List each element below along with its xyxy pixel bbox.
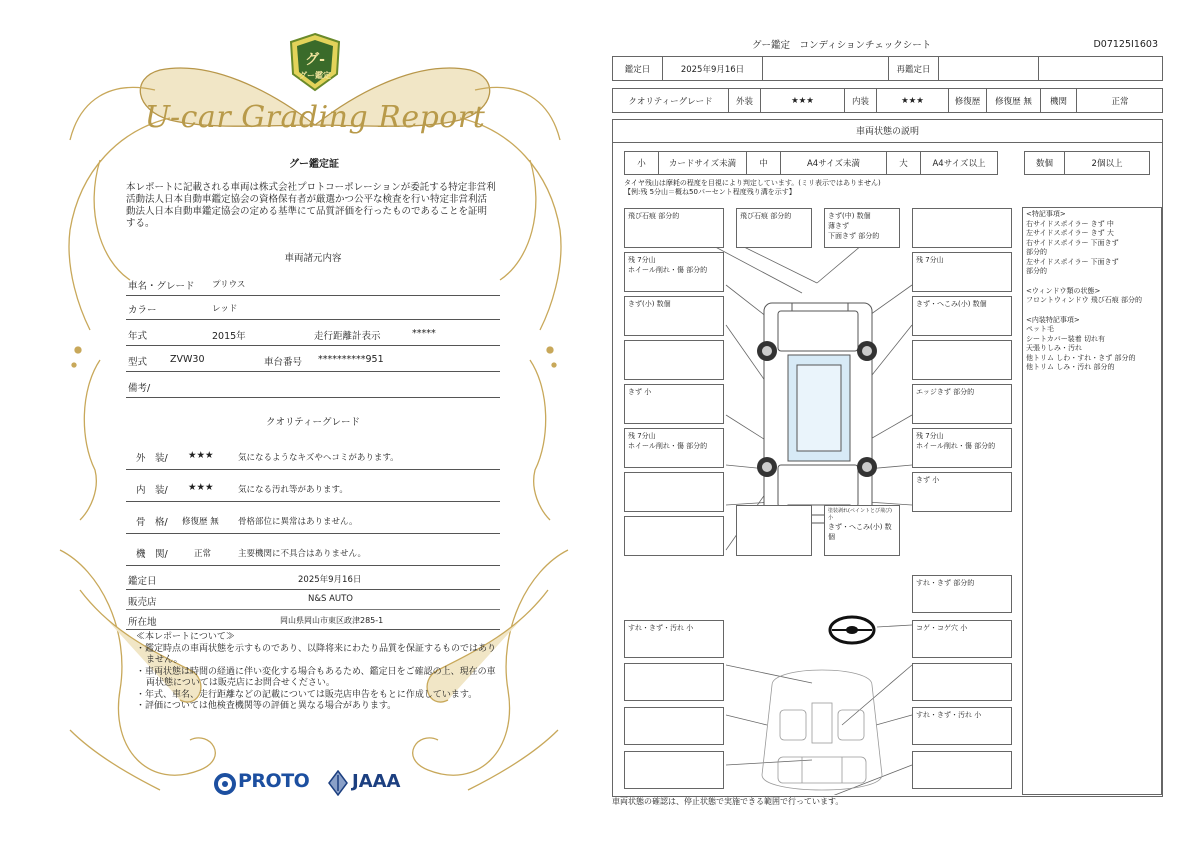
note-line: 左サイドスポイラー きず 大: [1026, 229, 1114, 237]
steering-wheel-icon: [830, 617, 874, 643]
exterior-label: 外 装/: [136, 453, 168, 464]
year-label: 年式: [128, 331, 148, 342]
damage-box-front-left: 飛び石痕 部分的: [624, 208, 724, 248]
engine-label: 機 関/: [136, 549, 168, 560]
reinspect-value: [939, 57, 1039, 80]
note-item: ・評価については他検査機関等の評価と異なる場合があります。: [136, 701, 397, 711]
quality-grade-row: [612, 88, 1163, 113]
condition-check-sheet: [612, 35, 1164, 820]
proto-brand: PROTO: [238, 770, 310, 792]
note-line: 他トリム しみ・汚れ 部分的: [1026, 363, 1115, 371]
name-value: プリウス: [212, 280, 246, 290]
interior-box-right-trim: [912, 663, 1012, 701]
spec-heading: 車両諸元内容: [284, 253, 342, 264]
damage-box-front-right: [912, 208, 1012, 248]
grade-row-exterior: [126, 440, 500, 470]
jaaa-brand: JAAA: [352, 771, 401, 792]
info-row-date: [126, 566, 500, 590]
size-legend: [624, 151, 998, 175]
damage-box-left-fender: きず(小) 数個: [624, 296, 724, 336]
note-line: ペット毛: [1026, 325, 1054, 333]
size-small-desc: カードサイズ未満: [659, 152, 747, 174]
frame-label: 骨 格/: [136, 517, 168, 528]
address-label: 所在地: [128, 617, 157, 628]
tyre-note: [624, 179, 881, 197]
chassis-label: 車台番号: [264, 357, 303, 368]
state-heading: 車両状態の説明: [612, 119, 1163, 143]
count-legend: [1024, 151, 1150, 175]
frame-value: 修復歴 無: [182, 517, 219, 527]
interior-box-rear-seat-right: [912, 751, 1012, 789]
color-label: カラー: [128, 305, 157, 316]
damage-box-right-door-rear: エッジきず 部分的: [912, 384, 1012, 424]
date-value: 2025年9月16日: [298, 575, 362, 585]
qg-label: クオリティーグレード: [613, 89, 729, 112]
repair-value: 修復歴 無: [987, 89, 1041, 112]
quality-heading: クオリティーグレード: [265, 417, 361, 428]
damage-box-rear-left: [624, 472, 724, 512]
count-label: 数個: [1025, 152, 1065, 174]
sheet-footer: 車両状態の確認は、停止状態で実施できる範囲で行っています。: [612, 797, 844, 806]
note-item: ・鑑定時点の車両状態を示すものであり、以降将来にわたり品質を保証するものではありません。: [136, 643, 497, 665]
int-label: 内装: [845, 89, 877, 112]
exterior-stars: ★★★: [188, 450, 214, 461]
note-line: フロントウィンドウ 飛び石痕 部分的: [1026, 296, 1143, 304]
interior-box-ceiling: すれ・きず・汚れ 小: [624, 620, 724, 658]
damage-box-rear-center: [736, 505, 812, 556]
info-row-address: [126, 610, 500, 630]
name-label: 車名・グレード: [128, 281, 195, 292]
svg-text:グ-: グ-: [305, 52, 325, 68]
note-line: 右サイドスポイラー 下面きず: [1026, 238, 1119, 247]
damage-box-left-door-rear: きず 小: [624, 384, 724, 424]
frame-desc: 骨格部位に異常はありません。: [238, 517, 358, 527]
size-large-desc: A4サイズ以上: [932, 159, 986, 169]
spec-row-color: [126, 296, 500, 320]
interior-label: 内 装/: [136, 485, 168, 496]
mileage-value: *****: [412, 328, 436, 339]
exterior-desc: 気になるようなキズやヘコミがあります。: [238, 453, 399, 463]
interior-box-left-trim: [624, 663, 724, 701]
interior-box-dash: コゲ・コゲ穴 小: [912, 620, 1012, 658]
interior-stars: ★★★: [188, 482, 214, 493]
certificate-statement: 本レポートに記載される車両は株式会社プロトコーポレーションが委託する特定非営利活動法人日本自動車鑑定協会の資格保有者が厳選かつ公平な検査を行い特定非営利活動法人日本自動車鑑定協会の定める基準にて品質評価を行ったものであることを証明する。: [126, 182, 496, 229]
date-blank: [763, 57, 889, 80]
engine-desc: 主要機関に不具合はありません。: [238, 549, 367, 559]
mileage-label: 走行距離計表示: [314, 331, 381, 342]
note-item: ・年式、車名、走行距離などの記載については販売店申告をもとに作成しています。: [136, 689, 478, 700]
grade-row-engine: [126, 534, 500, 566]
spec-row-model: [126, 348, 500, 372]
damage-box-right-door-front: [912, 340, 1012, 380]
svg-text:グー鑑定: グー鑑定: [299, 71, 331, 80]
size-small: 小: [625, 152, 659, 174]
damage-box-rear-bumper: 塗装剥れ(ペイントとび飛び)小 きず・へこみ(小) 数個: [824, 505, 900, 556]
count-desc: 2個以上: [1091, 159, 1123, 169]
note-line: <ウィンドウ類の状態>: [1026, 286, 1101, 295]
date-value: 2025年9月16日: [663, 57, 763, 80]
report-title: U-car Grading Report: [144, 100, 486, 135]
grade-row-interior: [126, 470, 500, 502]
interior-box-steering: すれ・きず 部分的: [912, 575, 1012, 613]
damage-box-front-bumper: きず(中) 数個 薄きず 下面きず 部分的: [824, 208, 900, 248]
size-large: 大: [887, 152, 921, 174]
grading-certificate: [40, 30, 588, 820]
certificate-title: グー鑑定証: [289, 159, 339, 170]
jaaa-logo-icon: [328, 770, 348, 796]
tyre-note-example: 【例:残 5分山＝概ね50パーセント程度残り溝を示す】: [624, 188, 796, 196]
reinspect-label: 再鑑定日: [889, 57, 939, 80]
damage-box-tyre-fl: 残 7分山 ホイール削れ・傷 部分的: [624, 252, 724, 292]
note-line: 右サイドスポイラー きず 中: [1026, 219, 1114, 228]
proto-logo-icon: [214, 772, 238, 796]
engine-value: 正常: [1111, 96, 1129, 107]
note-line: 天張りしみ・汚れ: [1026, 344, 1082, 352]
damage-box-front-center: 飛び石痕 部分的: [736, 208, 812, 248]
ext-label: 外装: [729, 89, 761, 112]
note-line: <特記事項>: [1026, 210, 1066, 218]
interior-box-rear-seat-left: [624, 751, 724, 789]
note-line: シートカバー装着 切れ有: [1026, 334, 1106, 343]
engine-value: 正常: [194, 549, 212, 559]
damage-box-left-door-front: [624, 340, 724, 380]
sheet-title: グー鑑定 コンディションチェックシート: [752, 40, 932, 51]
color-value: レッド: [212, 304, 238, 314]
dealer-label: 販売店: [128, 597, 157, 608]
note-item: ・車両状態は時間の経過に伴い変化する場合もあるため、鑑定日をご確認の上、現在の車両状態については販売店にお問合せください。: [136, 666, 496, 688]
report-notes: [134, 632, 496, 713]
tyre-note-line: タイヤ残山は摩耗の程度を目視により判定しています。(ミリ表示ではありません): [624, 179, 881, 187]
note-line: 部分的: [1026, 267, 1047, 275]
inspection-date-row: [612, 56, 1163, 81]
note-line: <内装特記事項>: [1026, 315, 1080, 324]
goo-kantei-badge-icon: [287, 32, 343, 94]
repair-label: 修復歴: [949, 89, 987, 112]
damage-box-right-fender: きず・へこみ(小) 数個: [912, 296, 1012, 336]
damage-box-tyre-fr: 残 7分山: [912, 252, 1012, 292]
spec-row-name: [126, 272, 500, 296]
interior-desc: 気になる汚れ等があります。: [238, 485, 348, 495]
damage-box-tyre-rr: 残 7分山 ホイール削れ・傷 部分的: [912, 428, 1012, 468]
damage-box-rear-bottom-left: [624, 516, 724, 556]
note-line: 部分的: [1026, 248, 1047, 256]
notes-heading: ≪本レポートについて≫: [136, 632, 235, 642]
spec-row-year: [126, 322, 500, 346]
interior-diagram: [762, 670, 882, 790]
date-label: 鑑定日: [613, 57, 663, 80]
model-label: 型式: [128, 357, 148, 368]
special-notes-panel: [1022, 207, 1162, 795]
remarks-label: 備考/: [128, 383, 151, 394]
address-value: 岡山県岡山市東区政津285-1: [280, 616, 384, 625]
int-stars: ★★★: [877, 89, 949, 112]
size-mid: 中: [747, 152, 781, 174]
date-label: 鑑定日: [128, 576, 157, 587]
note-line: 左サイドスポイラー 下面きず: [1026, 257, 1119, 266]
dealer-value: N&S AUTO: [308, 594, 354, 604]
chassis-value: **********951: [318, 354, 384, 365]
ext-stars: ★★★: [761, 89, 845, 112]
year-value: 2015年: [212, 331, 246, 342]
engine-label: 機関: [1041, 89, 1077, 112]
document-id: D07125I1603: [1093, 39, 1158, 50]
model-value: ZVW30: [170, 354, 205, 365]
damage-box-tyre-rl: 残 7分山 ホイール削れ・傷 部分的: [624, 428, 724, 468]
info-row-dealer: [126, 590, 500, 610]
grade-row-frame: [126, 502, 500, 534]
size-mid-desc: A4サイズ未満: [781, 152, 887, 174]
interior-box-center: すれ・きず・汚れ 小: [912, 707, 1012, 745]
interior-box-front-seat: [624, 707, 724, 745]
damage-box-rear-right: きず 小: [912, 472, 1012, 512]
note-line: 他トリム しわ・すれ・きず 部分的: [1026, 353, 1136, 362]
spec-row-remarks: [126, 374, 500, 398]
